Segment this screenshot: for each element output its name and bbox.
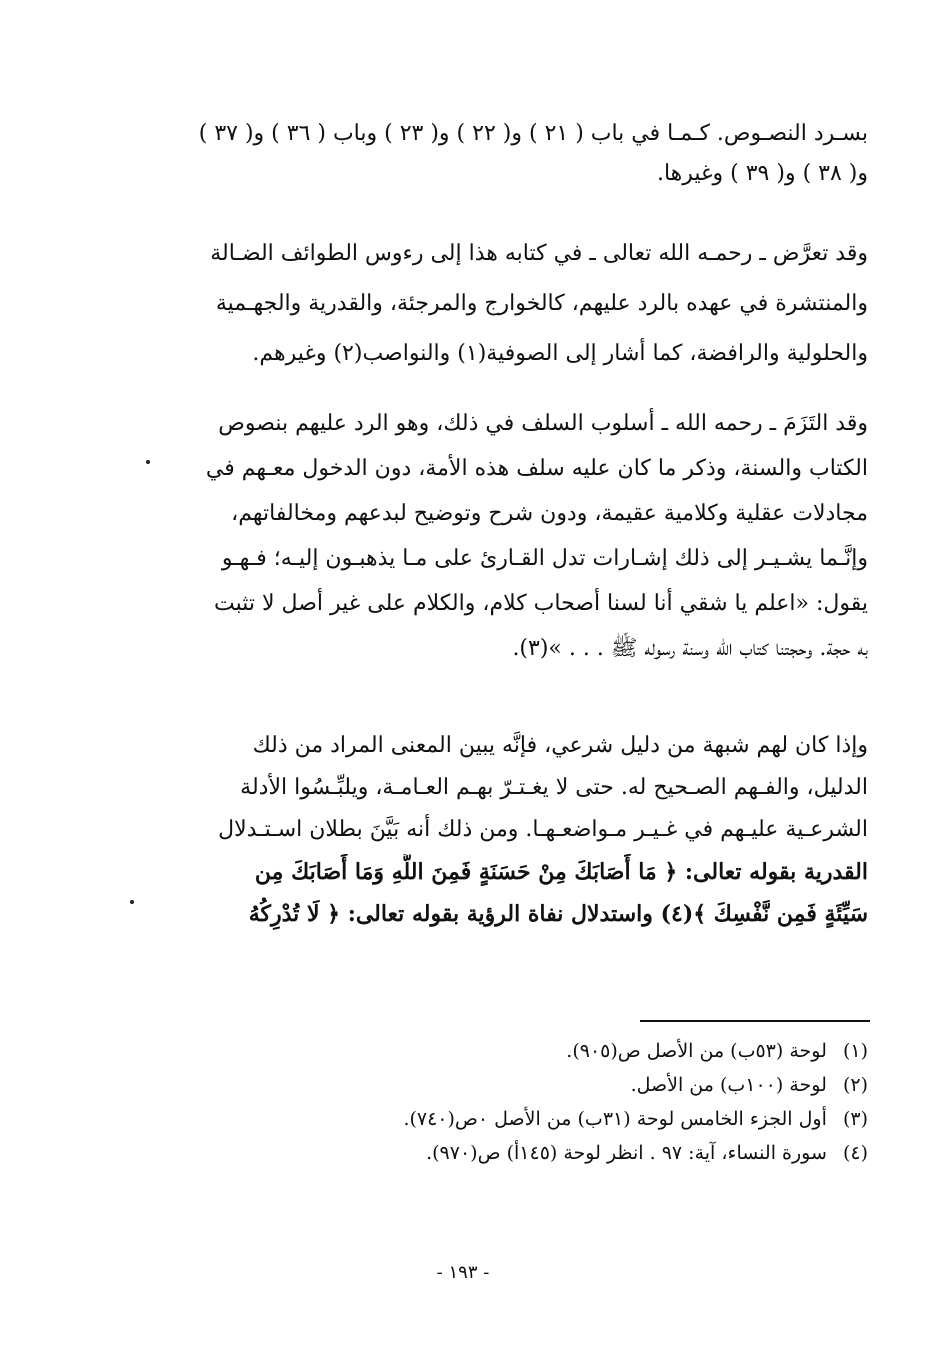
footnote-number: (٣) [842, 1108, 868, 1130]
paragraph-1 [148, 116, 868, 192]
footnote-number: (١) [842, 1040, 868, 1062]
text-line: و( ٣٨ ) و( ٣٩ ) وغيرها. [656, 161, 868, 186]
footnote-separator [640, 1020, 870, 1022]
paragraph-4 [148, 728, 868, 938]
footnotes [200, 1034, 868, 1170]
scan-speck [130, 900, 134, 904]
text-line: يقول: «اعلم يا شقي أنا لسنا أصحاب كلام، والكلام على غير أصل لا تثبت [214, 591, 868, 616]
text-line-quran: سَيِّئَةٍ فَمِن نَّفْسِكَ ﴾(٤) واستدلال نفاة الرؤية بقوله تعالى: ﴿ لَا تُدْرِكُهُ [248, 901, 868, 927]
footnote-text: لوحة (١٠٠ب) من الأصل. [630, 1074, 827, 1096]
paragraph-2 [148, 236, 868, 386]
footnote-item [200, 1136, 868, 1170]
footnote-text: سورة النساء، آية: ٩٧ . انظر لوحة (١٤٥أ) ص(٩٧٠). [426, 1142, 827, 1164]
footnote-text: لوحة (٥٣ب) من الأصل ص(٩٠٥). [566, 1040, 827, 1062]
footnote-item [200, 1068, 868, 1102]
text-line: به حجة. وحجتنا كتاب الله وسنة رسوله ﷺ . . . »(٣). [512, 636, 868, 661]
footnote-number: (٢) [842, 1074, 868, 1096]
footnote-number: (٤) [842, 1142, 868, 1164]
text-line: الدليل، والفـهم الصـحيح له. حتى لا يغـتـرّ بهـم العـامـة، ويلبِّـسُوا الأدلة [240, 775, 868, 800]
text-line: بسـرد النصـوص. كـمـا في باب ( ٢١ ) و( ٢٢ ) و( ٢٣ ) وباب ( ٣٦ ) و( ٣٧ ) [198, 121, 868, 146]
footnote-item [200, 1034, 868, 1068]
footnote-item [200, 1102, 868, 1136]
text-line: الشرعـية عليـهم في غـيـر مـواضعـهـا. ومن ذلك أنه بَيَّنَ بطلان اسـتـدلال [218, 817, 868, 842]
text-line: والمنتشرة في عهده بالرد عليهم، كالخوارج والمرجئة، والقدرية والجهـمية [215, 291, 868, 316]
text-line: والحلولية والرافضة، كما أشار إلى الصوفية(١) والنواصب(٢) وغيرهم. [252, 341, 868, 366]
text-line: وإذا كان لهم شبهة من دليل شرعي، فإنَّه يبين المعنى المراد من ذلك [252, 733, 868, 758]
text-line: وقد التَزَمَ ـ رحمه الله ـ أسلوب السلف في ذلك، وهو الرد عليهم بنصوص [218, 411, 868, 436]
paragraph-3 [148, 406, 868, 676]
text-line: وقد تعرَّض ـ رحمـه الله تعالى ـ في كتابه هذا إلى رءوس الطوائف الضـالة [210, 241, 868, 266]
scan-speck [146, 460, 150, 464]
text-line: مجادلات عقلية وكلامية عقيمة، ودون شرح وتوضيح لبدعهم ومخالفاتهم، [231, 501, 868, 526]
text-line: وإنَّـما يشـيـر إلى ذلك إشـارات تدل القـارئ على مـا يذهبـون إليـه؛ فـهـو [221, 546, 868, 571]
footnote-text: أول الجزء الخامس لوحة (٣١ب) من الأصل ٠ص(٧٤٠). [403, 1108, 827, 1130]
page-number: - ١٩٣ - [436, 1262, 490, 1283]
text-line-quran: القدرية بقوله تعالى: ﴿ مَا أَصَابَكَ مِنْ حَسَنَةٍ فَمِنَ اللَّهِ وَمَا أَصَابَكَ مِن [254, 859, 868, 885]
text-line: الكتاب والسنة، وذكر ما كان عليه سلف هذه الأمة، دون الدخول معـهم في [205, 456, 868, 481]
